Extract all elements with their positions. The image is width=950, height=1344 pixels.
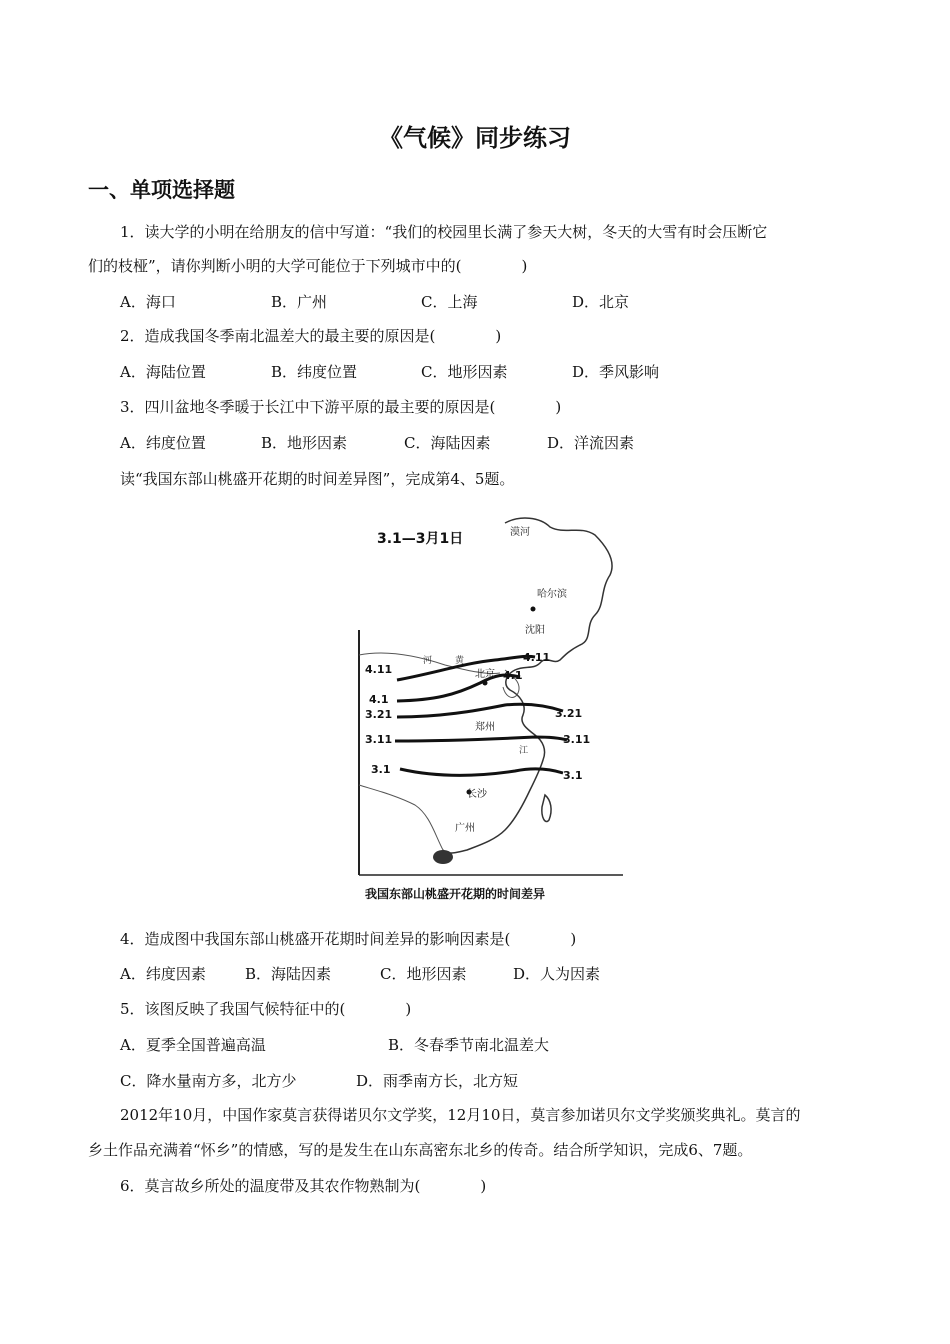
question-3-option-b: B．地形因素 [261, 434, 348, 452]
province-mark-1: 河 [423, 656, 433, 666]
question-3-option-c: C．海陆因素 [404, 434, 491, 452]
question-3-stem: 3．四川盆地冬季暖于长江中下游平原的最主要的原因是( ) [120, 398, 562, 416]
map-caption: 我国东部山桃盛开花期的时间差异 [365, 887, 546, 901]
question-1-option-b: B．广州 [271, 293, 328, 311]
question-2-option-c: C．地形因素 [421, 363, 508, 381]
isoline-label-left-4-1: 4.1 [369, 693, 389, 706]
question-4-option-b: B．海陆因素 [245, 965, 332, 983]
question-6-stem: 6．莫言故乡所处的温度带及其农作物熟制为( ) [120, 1177, 487, 1195]
page-title: 《气候》同步练习 [379, 124, 571, 152]
city-beijing: 北京 [475, 669, 495, 680]
question-4-stem: 4．造成图中我国东部山桃盛开花期时间差异的影响因素是( ) [120, 930, 577, 948]
question-3-option-d: D．洋流因素 [547, 434, 635, 452]
blossom-period-map [355, 505, 635, 910]
question-5-option-b: B．冬春季节南北温差大 [388, 1036, 550, 1054]
question-5-option-a: A．夏季全国普遍高温 [120, 1036, 266, 1054]
isoline-4-1 [397, 675, 520, 701]
intro-questions-4-5: 读“我国东部山桃盛开花期的时间差异图”，完成第4、5题。 [120, 470, 515, 488]
province-mark-2: 黄 [455, 656, 465, 666]
question-5-stem: 5．该图反映了我国气候特征中的( ) [120, 1000, 412, 1018]
question-1-stem-line1: 1．读大学的小明在给朋友的信中写道：“我们的校园里长满了参天大树，冬天的大雪有时会压断它 [120, 223, 768, 241]
isoline-label-right-4-11: 4.11 [523, 651, 551, 664]
isoline-label-right-3-11: 3.11 [563, 733, 591, 746]
city-shenyang: 沈阳 [525, 625, 545, 636]
intro-questions-6-7-line2: 乡土作品充满着“怀乡”的情感，写的是发生在山东高密东北乡的传奇。结合所学知识，完成6、7题。 [88, 1141, 753, 1159]
question-4-option-a: A．纬度因素 [120, 965, 206, 983]
question-1-option-a: A．海口 [120, 293, 176, 311]
isoline-label-left-3-1: 3.1 [371, 763, 391, 776]
city-changsha: 长沙 [467, 789, 487, 800]
isoline-label-right-4-1: 4.1 [503, 669, 523, 682]
city-mohe: 漠河 [510, 527, 530, 538]
question-2-option-a: A．海陆位置 [120, 363, 206, 381]
isoline-label-right-3-21: 3.21 [555, 707, 583, 720]
question-5-option-c: C．降水量南方多，北方少 [120, 1072, 297, 1090]
map-outline [443, 518, 612, 853]
city-guangzhou: 广州 [455, 823, 475, 834]
isoline-label-left-4-11: 4.11 [365, 663, 393, 676]
question-5-option-d: D．雨季南方长，北方短 [356, 1072, 519, 1090]
isoline-label-right-3-1: 3.1 [563, 769, 583, 782]
city-harbin: 哈尔滨 [537, 589, 567, 600]
question-1-option-d: D．北京 [572, 293, 630, 311]
isoline-label-left-3-11: 3.11 [365, 733, 393, 746]
question-1-stem-line2: 们的枝桠”，请你判断小明的大学可能位于下列城市中的( ) [88, 257, 528, 275]
question-2-stem: 2．造成我国冬季南北温差大的最主要的原因是( ) [120, 327, 502, 345]
question-4-option-c: C．地形因素 [380, 965, 467, 983]
intro-questions-6-7-line1: 2012年10月，中国作家莫言获得诺贝尔文学奖，12月10日，莫言参加诺贝尔文学奖颁奖典礼。莫言的 [120, 1106, 801, 1124]
question-2-option-b: B．纬度位置 [271, 363, 358, 381]
question-3-option-a: A．纬度位置 [120, 434, 206, 452]
province-mark-3: 江 [519, 746, 529, 756]
city-zhengzhou: 郑州 [475, 722, 495, 733]
section-heading: 一、单项选择题 [88, 178, 235, 202]
question-2-option-d: D．季风影响 [572, 363, 660, 381]
question-4-option-d: D．人为因素 [513, 965, 601, 983]
map-header: 3.1—3月1日 [377, 531, 464, 547]
isoline-label-left-3-21: 3.21 [365, 708, 393, 721]
question-1-option-c: C．上海 [421, 293, 478, 311]
isoline-3-21 [397, 704, 563, 717]
